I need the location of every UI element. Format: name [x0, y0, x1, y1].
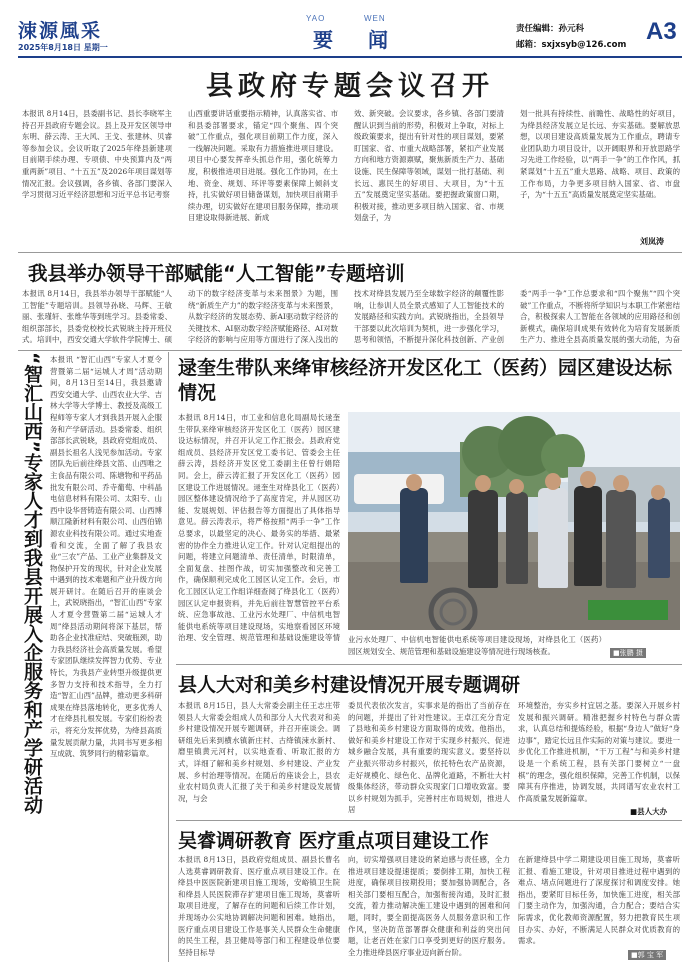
article5-byline: ■郭 宝 军 — [628, 950, 666, 960]
editor-email: 邮箱：sxjxsyb@126.com — [516, 40, 627, 50]
divider-2 — [18, 350, 682, 351]
article5-col2-text: 向，切实增强项目建设的紧迫感与责任感，全力推进项目建设提速提质；要倒排工期，加快工程进度，确保项目按期投用；要加强协调配合，各相关部门要相互配合，加强衔接沟通，及时汇报交流，着力推动解决施工建设中遇到的困难和问题，同时，要全面提高医务人员服务意识和工作作风，坚决防范部署群众健康和利益的突出问题，让老百姓在家门口享受到更好的医疗服务。全力推进绛县医疗事业迈向新台阶。 — [348, 855, 510, 957]
article3-caption — [348, 634, 606, 658]
article2-col4 — [520, 288, 680, 346]
page-number: A3 — [646, 18, 677, 45]
person-2 — [468, 490, 498, 588]
article1-byline: 刘岚涛 — [640, 237, 664, 246]
masthead — [18, 14, 682, 54]
article1-col4 — [520, 108, 680, 236]
person-4-head — [545, 473, 561, 490]
article4-col2 — [348, 700, 510, 816]
masthead-rule — [18, 56, 682, 58]
article1-col2 — [188, 108, 338, 248]
article1-col1-text: 本报讯 8月14日，县委副书记、县长李晓军主持召开县政府专题会议。县上及开发区领导申东明、薛云涛、王大风、王戈、张建林、贝睿等参加会议。会议听取了2025年绛县新建项目前期手续办理、专项债、中央预算内及“两重两新”项目、“十五五”及2026年项目谋划等情况汇报。会议强调，各乡镇、各部门要深入学习贯彻习近平经济思想和习近平总书记考察 — [22, 109, 172, 200]
article3-headline-text: 逯奎生带队来绛审核经济开发区化工（医药）园区建设达标情况 — [178, 357, 673, 404]
article2-col4-text: 委“两手一争”工作总要求和“四个聚焦”“四个突破”工作重点，不断将所学知识与本职工作紧密结合，积极探索人工智能在各领域的应用路径和创新模式，确保培训成果有效转化为培育发展新质生产力、推进全县高质量发展的强大动能，为奋 — [520, 289, 680, 345]
article3-photo — [348, 412, 680, 630]
person-2-head — [475, 475, 491, 492]
article3-photo-credit: ■张鹏 摄 — [610, 648, 646, 658]
article1-col2-text: 山西重要讲话重要指示精神，认真落实省、市和县委部署要求，锚定“四个聚焦、四个突破”工作重点，强化项目前期工作力度，深入一线解决问题。采取有力措施推进项目建设。项目中心要发挥牵头抓总作用，强化统筹力度，积极推进项目进展。强化工作协同，在土地、资金、规划、环评等要素保障上倾斜支持，扎实做好项目储备谋划，加快项目前期手续办理，切实做好在建项目服务保障，推动项目建设取得新进展、新成 — [188, 109, 338, 223]
article1-col4-text: 划一批具有持续性、前瞻性、战略性的好项目，为绛县经济发展立足长远、夯实基础。要解放思想，以项目建设高质量发展为工作重点，聘请专业团队助力项目设计，以开阔眼界和开放思路学习先进工作经验，以“两手一争”的工作作风，抓紧谋划“十五五”重大思路、战略、项目、政策的工作布局，力争更多项目纳入国家、省、市盘子，为“十五五”高质量发展奠定坚实基础。 — [520, 109, 680, 200]
article3-headline — [178, 356, 678, 406]
article3-text: 本报讯 8月14日，市工业和信息化局副局长逯奎生带队来绛审核经济开发区化工（医药）园区建设达标情况，并召开认定工作汇报会。县政府党组成员、县经济开发区党工委书记、管委会主任薛云涛，县经济开发区党工委副主任曾行娟陪同。会上，薛云涛汇报了开发区化工（医药）园区建设工作进展情况。逯奎生对绛县化工（医药）园区整体建设情况给予了高度肯定，并从园区功能、发展规划、评估报告等方面提出了具体指导意见。薛云涛表示，将严格按照“两手一争”工作总要求，以最坚定的决心、最务实的举措、最紧密的协作全力推进认定工作。针对认定组提出的问题，将建立问题清单、责任清单，时限清单，全面复盘、挂图作战，切实加强整改和完善工作，确保顺利完成化工园区认定工作。会后，市化工园区认定工作组详细查阅了绛县化工（医药）园区认定申报资料，并先后前往智慧管控平台系统、应急事故池、工业污水处理厂、中信机电智能供电系统等项目建设现场，实地察看园区环境治理、安全管理、规范管理和基础设施建设等情 — [178, 413, 340, 643]
editor-name: 责任编辑：孙元科 — [516, 24, 585, 34]
article1-col3 — [354, 108, 504, 248]
person-5-head — [580, 471, 596, 488]
article1-col3-text: 效、新突破。会议要求，各乡镇、各部门要清醒认识到当前的形势，积极对上争取，对标上级政策要求，提出有针对性的项目谋划，要紧盯国家、省、市重大战略部署，紧扣产业发展方向和地方资源禀赋，聚焦新质生产力、基础设施、民生保障等领域，谋划一批打基础、利长远、惠民生的好项目、大项目，为“十五五”发展奠定坚实基础。要把握政策窗口期，积极对接，推动更多项目纳入国家、省、市规划盘子，为 — [354, 109, 504, 223]
article5-col2 — [348, 854, 510, 958]
article5-headline: 吴睿调研教育 医疗重点项目建设工作 — [178, 830, 489, 852]
article2-col1-text: 本报讯 8月14日，我县举办领导干部赋能“人工智能”专题培训。县领导孙晓、马辉、王敏丽、张瑾轩、张维华等到班学习。县委常委、组织部部长，县委党校校长武锐晓主持开班仪式。培训中，西安交通大学软件学院博士、硕 — [22, 289, 172, 345]
sidebar-headline: “智汇山西”专家人才到我县开展入企服务和产学研活动 — [21, 352, 43, 814]
section-title: 要 闻 — [313, 28, 402, 52]
person-7-head — [651, 485, 665, 500]
article5-col3 — [518, 854, 680, 948]
article2-col3 — [354, 288, 504, 346]
article3-body — [178, 412, 340, 644]
person-1 — [400, 488, 428, 583]
person-4 — [538, 488, 568, 588]
article4-col3 — [518, 700, 680, 806]
article5-col1-text: 本报讯 8月13日，县政府党组成员、副县长曹名人选莫睿调研教育、医疗重点项目建设工作。在绛县中医医院新建项目施工现场，安峪镇卫生院和绛县人民医院滞存扩建项目施工现场，莫睿听取项目进度，了解存在的问题和后续工作计划，并现场办公实地协调解决问题和困难。她指出，医疗重点项目建设工作是事关人民群众生命健康的民生工程，县卫健局等部门和工程建设单位要坚持目标导 — [178, 855, 340, 957]
article1-headline: 县政府专题会议召开 — [206, 71, 494, 102]
article4-col3-text: 环境整治，夯实乡村宜居之基。要深入开展乡村发展和振兴调研。精准把握乡村特色与群众需求，认真总结和提炼经验，根据“身边人”做好“身边事”，踏定长远且作实际的对策与建议。要进一步优化工作推进机制，“干万工程”与和美乡村建设是一个系统工程，县有关部门要树立“一盘棋”的理念，强化组织保障，完善工作机制，以保障其有序推进，协调发展，共同谱写农业农村工作高质量发展新篇章。 — [518, 701, 680, 803]
article3-caption-text: 业污水处理厂、中信机电智能供电系统等项目建设现场，对绛县化工（医药）园区规划安全、规范管理和基础设施建设等情况进行现场核查。 — [348, 635, 606, 656]
article1-col1 — [22, 108, 172, 248]
pinyin-right: WEN — [364, 14, 386, 23]
article4-col2-text: 委员代表依次发言，实事求是的指出了当前存在的问题，并提出了针对性建议。王卓江充分肯定了县地和美乡村建设方面取得的成效。他指出，做好和美乡村建设工作对于实现乡村振兴、促进城乡融合发展，具有重要的现实意义。要坚持以产业振兴带动乡村振兴，依托特色农产品资源，走好规模化、绿色化、品牌化道路，不断壮大村级集体经济，带动群众实现家门口增收致富。要以乡村规划为抓手，完善村庄布局规划，推进人居 — [348, 701, 510, 815]
paper-name: 涑源風采 — [18, 20, 103, 42]
divider-1 — [18, 252, 682, 253]
person-5 — [574, 486, 602, 586]
article5-col1 — [178, 854, 340, 958]
divider-3 — [176, 664, 682, 665]
person-1-head — [406, 474, 422, 491]
person-6 — [606, 490, 636, 588]
article2-col3-text: 技术对绛县发展乃至全球数字经济的颠覆性影响，让参训人员全景式感知了人工智能技术的发展路径和实践方向。武锐晓指出，全县领导干部要以此次培训为契机，进一步强化学习，思考和领悟，不断提升深化科技创新、产业创 — [354, 289, 504, 345]
article2-col1 — [22, 288, 172, 346]
sidebar-body — [50, 354, 162, 962]
sidebar-text: 本报讯 “智汇山西”专家人才夏令营暨第二届“运城人才周”活动期间，8月13日至14日，我县邀请西安交通大学、山西农业大学、吉林大学等大学博士、教授及高级工程师等专家人才到我县开展入企服务和产学研活动。县委常委、组织部部长武锐晓，县政府党组成员、副县长祖名人浅见参加活动。专家团队先后前往绛县文笛、山西唯之主食品有限公司、陈塘物和平药品批发有限公司、乔寺葡萄、中科晶电信息材料有限公司、太阳专、山西中设华晋铸造有限公司、山西博顺江隆新材料有限公司、山西伯锦源农业科技有限公司。通过实地查看和交流，全面了解了我县农业“三农”产品、工业产业集群及文物保护开发的现状，针对企业发展中遇到的技术难题和产业升级方向展开研讨。在随后召开的座谈会上，武锐晓指出，“智汇山西”专家人才夏令营暨第二届“运城人才周”绛县活动期间将深下基层，帮助各企业找准症结、突破瓶颈，助力我县经济社会高质量发展。希望专家团队继续发挥智力优势、专业特长，为我县产业转型升级提供更多智力支持和技术指导，全力打造“智汇山西”品牌，推动更多科研成果在绛县落地转化，更多优秀人才在绛县扎根发展。专家们纷纷表示，将充分发挥优势，为绛县高质量发展贡献力量，共同书写更多相互成就、筑梦同行的精彩篇章。 — [50, 355, 162, 759]
article4-col1-text: 本报讯 8月15日，县人大常委会副主任王志庄带领县人大常委会组成人员和部分人大代表对和美乡村建设情况开展专题调研，并召开座谈会。调研组先后来到横水镇新庄村、古绛镇涑水新村、磨里镇黄元河村，以实地查看、听取汇报的方式，详细了解和美乡村规划、乡村建设、产业发展、乡村治理等情况。在随后的座谈会上，县农业农村局负责人汇报了关于和美乡村建设发展情况，与会 — [178, 701, 340, 803]
person-3 — [506, 492, 528, 584]
article5-col3-text: 在新建绛县中学二期建设项目施工现场，莫睿听汇报、看施工建设，针对项目推进过程中遇到的难点、堵点问题进行了深度探讨和调度安排。她指出，要紧盯目标任务，加快施工进度，相关部门要主动作为，加强沟通，合力配合；要结合实际需求，优化教师资源配置，努力把教育民生项目办实、办好，不断满足人民群众对优质教育的需求。 — [518, 855, 680, 946]
sidebar-divider — [168, 352, 169, 962]
person-3-head — [509, 479, 524, 494]
issue-date: 2025年8月18日 星期一 — [18, 43, 108, 52]
article4-byline: ■县人大办 — [630, 807, 668, 816]
person-6-head — [613, 475, 629, 492]
pinyin-left: YAO — [306, 14, 326, 23]
article4-headline: 县人大对和美乡村建设情况开展专题调研 — [178, 674, 521, 696]
article2-col2 — [188, 288, 338, 346]
article2-col2-text: 动下的数字经济变革与未来图景》为题，围绕“新质生产力”的数字经济变革与未来图景，从数字经济的发展态势、新AI驱动数字经济的关键技术、AI驱动数字经济赋能路径、AI对数字经济的影响与应用等方面进行了深入浅出的 — [188, 289, 338, 345]
person-7 — [648, 498, 670, 578]
divider-4 — [176, 820, 682, 821]
article2-headline: 我县举办领导干部赋能“人工智能”专题培训 — [28, 262, 405, 285]
article4-col1 — [178, 700, 340, 816]
